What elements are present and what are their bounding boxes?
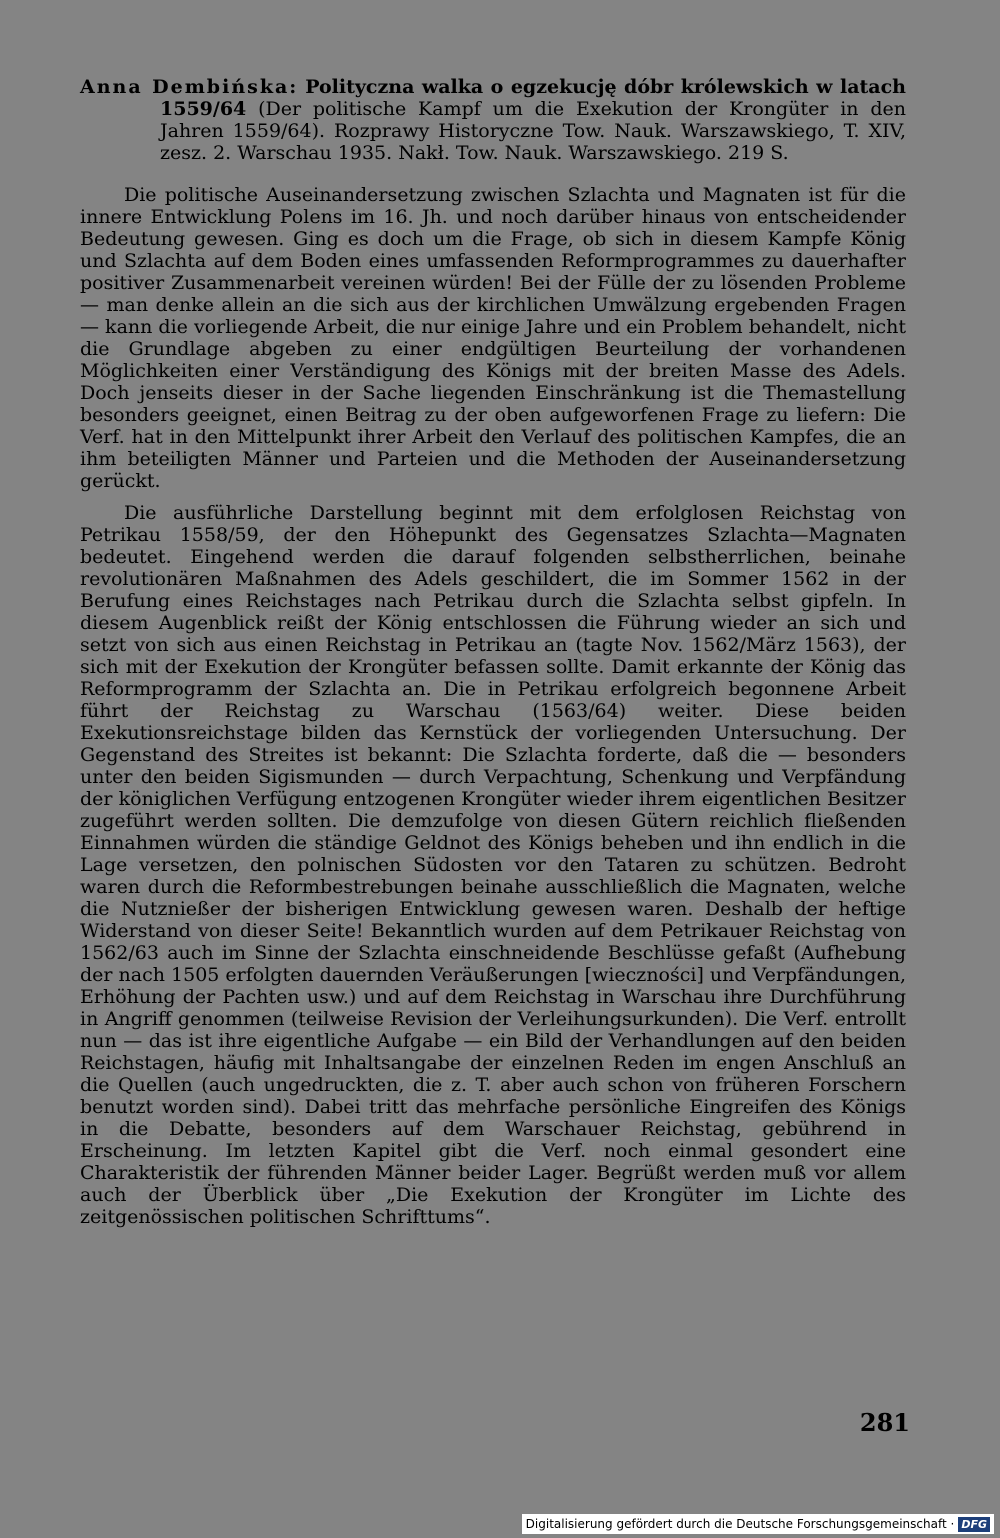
dfg-logo-icon: DFG	[958, 1517, 990, 1532]
bibliographic-citation	[80, 76, 906, 164]
review-text	[80, 76, 906, 1238]
digitization-footer	[522, 1514, 994, 1534]
citation-details: (Der politische Kampf um die Exekution der Krongüter in den Jahren 1559/64). Rozprawy Historyczne Tow. Nauk. Warszawskiego, T. XIV, zesz. 2. Warschau 1935. Nakł. Tow. Nauk. Warszawskiego. 219 S.	[160, 98, 906, 164]
paragraph-1: Die politische Auseinandersetzung zwischen Szlachta und Magnaten ist für die innere Entwicklung Polens im 16. Jh. und noch darüber hinaus von entscheidender Bedeutung gewesen. Ging es doch um die Frage, ob sich in diesem Kampfe König und Szlachta auf dem Boden eines umfassenden Reformprogrammes zu dauerhafter positiver Zusammenarbeit vereinen würden! Bei der Fülle der zu lösenden Probleme — man denke allein an die sich aus der kirchlichen Umwälzung ergebenden Fragen — kann die vorliegende Arbeit, die nur einige Jahre und ein Problem behandelt, nicht die Grundlage abgeben zu einer endgültigen Beurteilung der vorhandenen Möglichkeiten einer Verständigung des Königs mit der breiten Masse des Adels. Doch jenseits dieser in der Sache liegenden Einschränkung ist die Themastellung besonders geeignet, einen Beitrag zu der oben aufgeworfenen Frage zu liefern: Die Verf. hat in den Mittelpunkt ihrer Arbeit den Verlauf des politischen Kampfes, die an ihm beteiligten Männer und Parteien und die Methoden der Auseinandersetzung gerückt.	[80, 184, 906, 492]
citation-title: Polityczna walka o egzekucję dóbr królewskich w latach 1559/64	[160, 76, 907, 120]
footer-text: Digitalisierung gefördert durch die Deutsche Forschungsgemeinschaft ·	[525, 1517, 955, 1531]
paragraph-2: Die ausführliche Darstellung beginnt mit dem erfolglosen Reichstag von Petrikau 1558/59, der den Höhepunkt des Gegensatzes Szlachta—Magnaten bedeutet. Eingehend werden die darauf folgenden selbstherrlichen, beinahe revolutionären Maßnahmen des Adels geschildert, die im Sommer 1562 in der Berufung eines Reichstages nach Petrikau durch die Szlachta selbst gipfeln. In diesem Augenblick reißt der König entschlossen die Führung wieder an sich und setzt von sich aus einen Reichstag in Petrikau an (tagte Nov. 1562/März 1563), der sich mit der Exekution der Krongüter befassen sollte. Damit erkannte der König das Reformprogramm der Szlachta an. Die in Petrikau erfolgreich begonnene Arbeit führt der Reichstag zu Warschau (1563/64) weiter. Diese beiden Exekutionsreichstage bilden das Kernstück der vorliegenden Untersuchung. Der Gegenstand des Streites ist bekannt: Die Szlachta forderte, daß die — besonders unter den beiden Sigismunden — durch Verpachtung, Schenkung und Verpfändung der königlichen Verfügung entzogenen Krongüter wieder ihrem eigentlichen Besitzer zugeführt werden sollten. Die demzufolge von diesen Gütern reichlich fließenden Einnahmen würden die ständige Geldnot des Königs beheben und ihn endlich in die Lage versetzen, den polnischen Südosten vor den Tataren zu schützen. Bedroht waren durch die Reformbestrebungen beinahe ausschließlich die Magnaten, welche die Nutznießer der bisherigen Entwicklung gewesen waren. Deshalb der heftige Widerstand von dieser Seite! Bekanntlich wurden auf dem Petrikauer Reichstag von 1562/63 auch im Sinne der Szlachta einschneidende Beschlüsse gefaßt (Aufhebung der nach 1505 erfolgten dauernden Veräußerungen [wieczności] und Verpfändungen, Erhöhung der Pachten usw.) und auf dem Reichstag in Warschau ihre Durchführung in Angriff genommen (teilweise Revision der Verleihungsurkunden). Die Verf. entrollt nun — das ist ihre eigentliche Aufgabe — ein Bild der Verhandlungen auf den beiden Reichstagen, häufig mit Inhaltsangabe der einzelnen Reden im engen Anschluß an die Quellen (auch ungedruckten, die z. T. aber auch schon von früheren Forschern benutzt worden sind). Dabei tritt das mehrfache persönliche Eingreifen des Königs in die Debatte, besonders auf dem Warschauer Reichstag, gebührend in Erscheinung. Im letzten Kapitel gibt die Verf. noch einmal gesondert eine Charakteristik der führenden Männer beider Lager. Begrüßt werden muß vor allem auch der Überblick über „Die Exekution der Krongüter im Lichte des zeitgenössischen politischen Schrifttums“.	[80, 502, 906, 1228]
page-number: 281	[859, 1408, 910, 1437]
citation-author: Anna Dembińska:	[80, 76, 299, 98]
